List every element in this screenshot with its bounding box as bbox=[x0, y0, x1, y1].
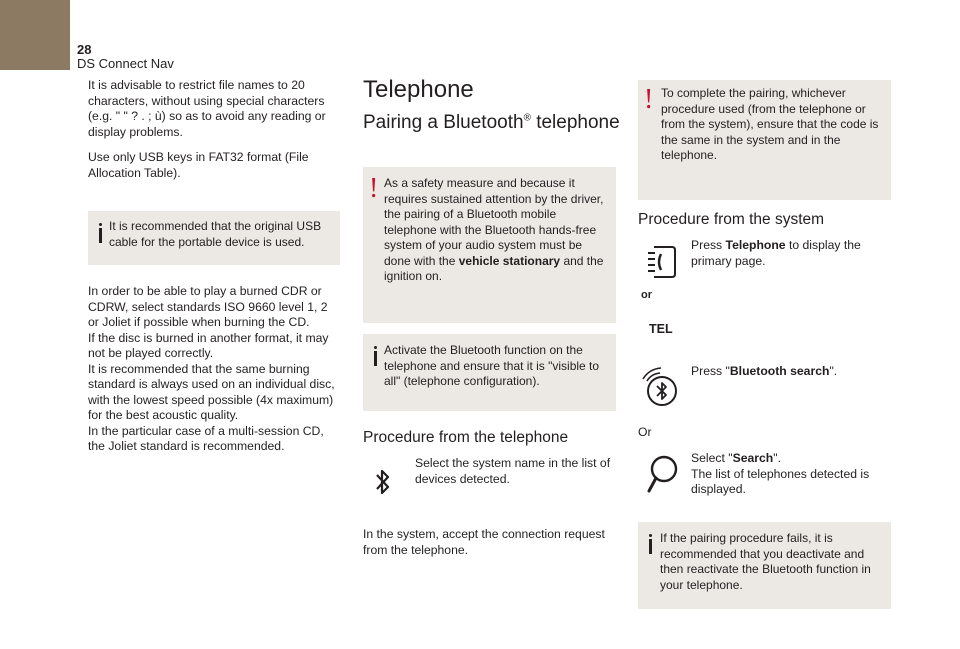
section-subtitle: Pairing a Bluetooth® telephone bbox=[363, 112, 620, 133]
select-search-block bbox=[691, 451, 886, 498]
warning-icon: ! bbox=[644, 84, 654, 115]
accept-request-paragraph: In the system, accept the connection request from the telephone. bbox=[363, 527, 605, 557]
search-icon bbox=[644, 454, 680, 496]
heading-procedure-telephone: Procedure from the telephone bbox=[363, 429, 569, 446]
info-text: It is recommended that the original USB cable for the portable device is used. bbox=[109, 219, 322, 249]
info-text: Activate the Bluetooth function on the telephone and ensure that it is "visible to all" (telephone configuration). bbox=[384, 343, 600, 388]
manual-title: DS Connect Nav bbox=[77, 56, 174, 71]
info-icon bbox=[373, 346, 379, 366]
warning-icon: ! bbox=[369, 173, 379, 204]
or-text: Or bbox=[638, 425, 652, 439]
bluetooth-icon bbox=[373, 466, 393, 498]
file-name-paragraph: It is advisable to restrict file names to 20 characters, without using special characters (e.g. " " ? . ; ù) so as to avoid any reading or display problems. bbox=[88, 78, 326, 139]
heading-procedure-system: Procedure from the system bbox=[638, 211, 825, 228]
tel-button-label: TEL bbox=[649, 322, 673, 336]
info-icon bbox=[648, 534, 654, 554]
cd-line-4: In the particular case of a multi-session CD, the Joliet standard is recommended. bbox=[88, 423, 324, 453]
cd-paragraph bbox=[88, 284, 341, 455]
telephone-list-text: The list of telephones detected is displayed. bbox=[691, 466, 870, 496]
section-title: Telephone bbox=[363, 76, 474, 103]
column-1 bbox=[88, 78, 340, 181]
info-icon bbox=[98, 223, 104, 243]
telephone-icon bbox=[646, 243, 678, 281]
or-label: or bbox=[641, 289, 652, 301]
cd-line-1: In order to be able to play a burned CDR or CDRW, select standards ISO 9660 level 1, 2 or Joliet if possible when burning the CD. bbox=[88, 284, 328, 329]
press-telephone-text: Press Telephone to display the primary page. bbox=[691, 238, 861, 268]
page-tab bbox=[0, 0, 70, 70]
info-box-pairing-fails bbox=[638, 522, 891, 609]
step-select-system: Select the system name in the list of devices detected. bbox=[415, 456, 611, 486]
info-box-bluetooth bbox=[363, 334, 616, 411]
cd-line-3: It is recommended that the same burning standard is always used on an individual disc, with the lowest speed possible (4x maximum) for the best acoustic quality. bbox=[88, 361, 335, 422]
warning-text: As a safety measure and because it requires sustained attention by the driver, the pairing of a Bluetooth mobile telephone with the Bluetooth hands-free system of your audio system must be done with the vehicle stationary and the ignition on. bbox=[384, 176, 604, 283]
info-text: If the pairing procedure fails, it is recommended that you deactivate and then reactivate the Bluetooth function in your telephone. bbox=[660, 531, 871, 592]
warning-text: To complete the pairing, whichever procedure used (from the telephone or from the system), ensure that the code is the same in the system and in the telephone. bbox=[661, 86, 879, 162]
warning-box-safety bbox=[363, 167, 616, 323]
press-bluetooth-search-text: Press "Bluetooth search". bbox=[691, 364, 838, 378]
usb-format-paragraph: Use only USB keys in FAT32 format (File Allocation Table). bbox=[88, 150, 309, 180]
cd-line-2: If the disc is burned in another format, it may not be played correctly. bbox=[88, 330, 329, 360]
select-search-text: Select "Search". bbox=[691, 451, 781, 465]
warning-box-pairing bbox=[638, 80, 891, 200]
bluetooth-search-icon bbox=[641, 365, 681, 409]
page-number: 28 bbox=[77, 42, 92, 57]
info-box-usb bbox=[88, 211, 340, 265]
